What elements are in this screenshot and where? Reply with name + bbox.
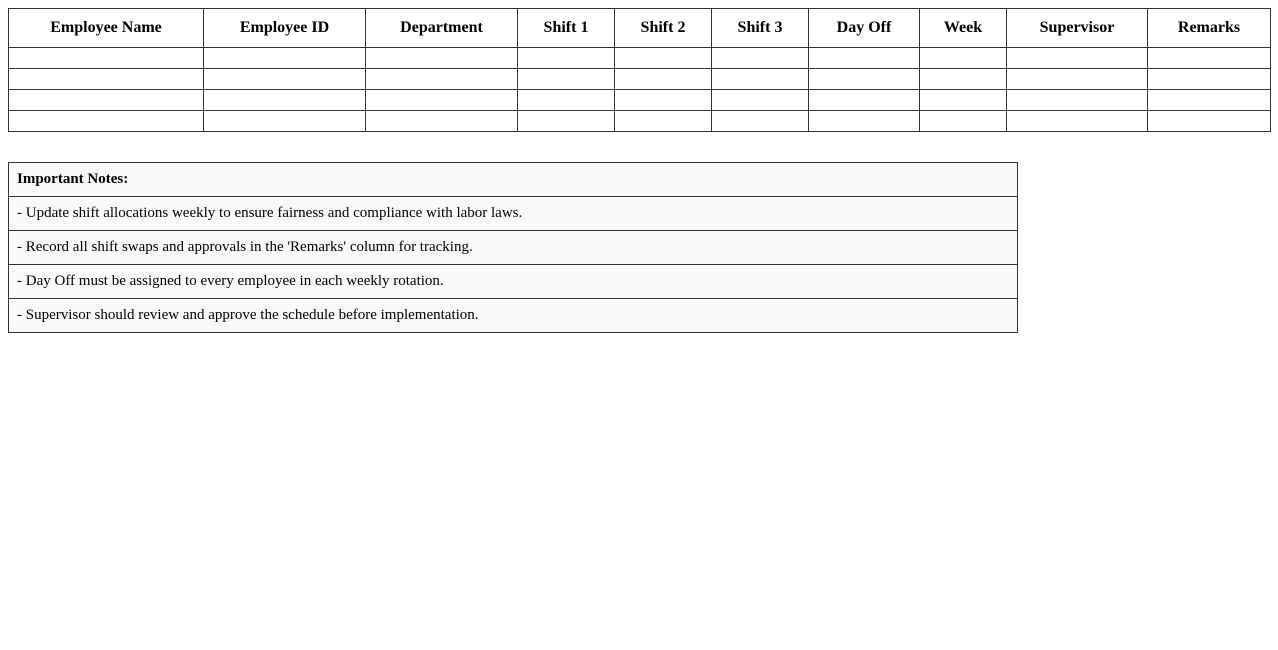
table-cell[interactable] [1007, 69, 1148, 90]
table-cell[interactable] [204, 90, 366, 111]
table-cell[interactable] [518, 48, 615, 69]
column-header: Department [366, 9, 518, 48]
table-cell[interactable] [9, 111, 204, 132]
table-cell[interactable] [204, 48, 366, 69]
column-header: Week [920, 9, 1007, 48]
table-cell[interactable] [518, 90, 615, 111]
table-cell[interactable] [204, 69, 366, 90]
table-cell[interactable] [712, 48, 809, 69]
table-cell[interactable] [518, 69, 615, 90]
note-item: - Day Off must be assigned to every employee in each weekly rotation. [9, 265, 1018, 299]
table-cell[interactable] [615, 90, 712, 111]
table-row [9, 111, 1271, 132]
column-header: Day Off [809, 9, 920, 48]
table-cell[interactable] [366, 111, 518, 132]
table-cell[interactable] [1148, 111, 1271, 132]
column-header: Employee Name [9, 9, 204, 48]
table-cell[interactable] [809, 90, 920, 111]
table-cell[interactable] [809, 48, 920, 69]
table-cell[interactable] [712, 69, 809, 90]
notes-title: Important Notes: [9, 163, 1018, 197]
table-cell[interactable] [809, 69, 920, 90]
column-header: Supervisor [1007, 9, 1148, 48]
table-cell[interactable] [1148, 90, 1271, 111]
table-cell[interactable] [1148, 69, 1271, 90]
column-header: Employee ID [204, 9, 366, 48]
table-cell[interactable] [809, 111, 920, 132]
table-cell[interactable] [9, 69, 204, 90]
table-cell[interactable] [615, 111, 712, 132]
column-header: Shift 3 [712, 9, 809, 48]
note-item: - Record all shift swaps and approvals in the 'Remarks' column for tracking. [9, 231, 1018, 265]
header-row [9, 9, 1271, 48]
table-cell[interactable] [1007, 111, 1148, 132]
table-cell[interactable] [615, 48, 712, 69]
table-cell[interactable] [920, 48, 1007, 69]
table-cell[interactable] [366, 48, 518, 69]
shift-schedule-table [8, 8, 1271, 132]
note-item: - Supervisor should review and approve the schedule before implementation. [9, 299, 1018, 333]
table-cell[interactable] [712, 90, 809, 111]
table-cell[interactable] [920, 69, 1007, 90]
table-cell[interactable] [204, 111, 366, 132]
column-header: Shift 2 [615, 9, 712, 48]
table-cell[interactable] [366, 90, 518, 111]
table-cell[interactable] [366, 69, 518, 90]
note-item: - Update shift allocations weekly to ensure fairness and compliance with labor laws. [9, 197, 1018, 231]
table-row [9, 48, 1271, 69]
table-cell[interactable] [9, 90, 204, 111]
table-cell[interactable] [518, 111, 615, 132]
table-cell[interactable] [9, 48, 204, 69]
table-row [9, 69, 1271, 90]
table-cell[interactable] [1007, 90, 1148, 111]
table-cell[interactable] [1007, 48, 1148, 69]
table-cell[interactable] [615, 69, 712, 90]
table-row [9, 90, 1271, 111]
table-cell[interactable] [1148, 48, 1271, 69]
important-notes-table [8, 162, 1018, 333]
table-cell[interactable] [920, 90, 1007, 111]
column-header: Shift 1 [518, 9, 615, 48]
column-header: Remarks [1148, 9, 1271, 48]
table-cell[interactable] [920, 111, 1007, 132]
table-cell[interactable] [712, 111, 809, 132]
